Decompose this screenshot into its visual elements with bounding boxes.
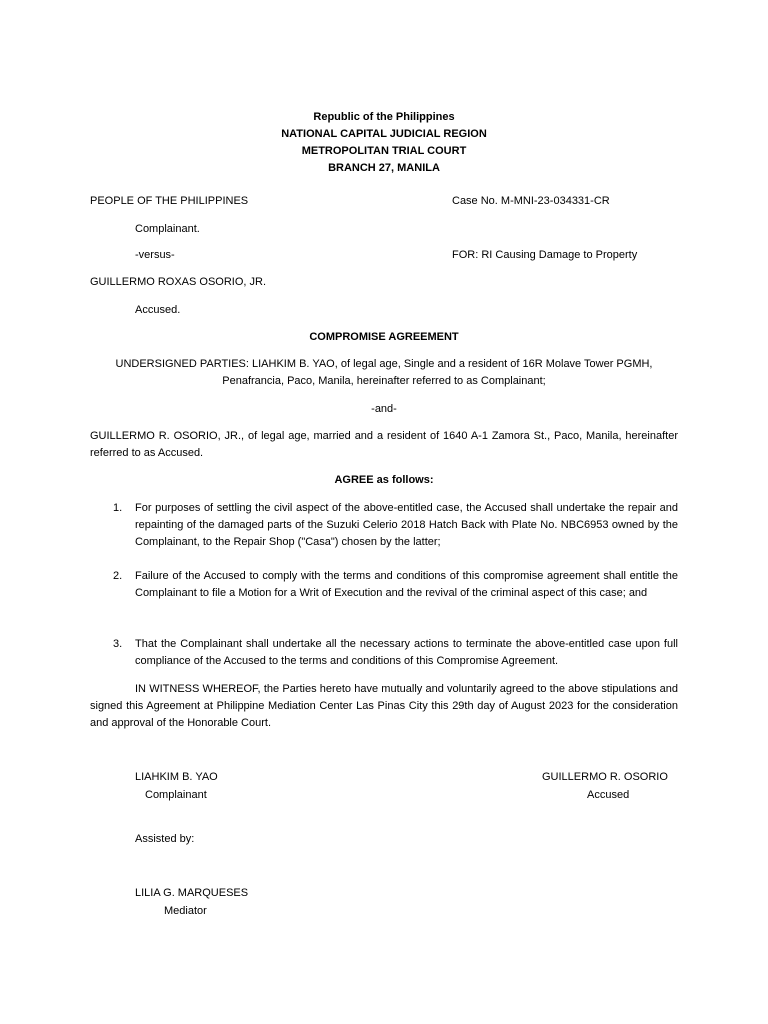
header-judicial-region: NATIONAL CAPITAL JUDICIAL REGION	[281, 128, 487, 140]
witness-paragraph: IN WITNESS WHEREOF, the Parties hereto have mutually and voluntarily agreed to the above stipulations and signed this Agreement at Philippine Mediation Center Las Pinas City this 29th day of August 2023 for the consideration and approval of the Honorable Court.	[90, 683, 678, 729]
term-text: That the Complainant shall undertake all the necessary actions to terminate the above-entitled case upon full compliance of the Accused to the terms and conditions of this Compromise Agreement.	[135, 638, 678, 667]
header-branch: BRANCH 27, MANILA	[328, 162, 440, 174]
mediator-signature-name: LILIA G. MARQUESES	[135, 887, 249, 899]
parties-first-line1: UNDERSIGNED PARTIES: LIAHKIM B. YAO, of legal age, Single and a resident of 16R Molave Tower PGMH,	[115, 358, 653, 370]
term-number: 1.	[113, 502, 123, 514]
parties-second: GUILLERMO R. OSORIO, JR., of legal age, married and a resident of 1640 A-1 Zamora St., Paco, Manila, hereinafter referred to as Accused.	[90, 430, 678, 459]
term-text: Failure of the Accused to comply with the terms and conditions of this compromise agreement shall entitle the Complainant to file a Motion for a Writ of Execution and the revival of the criminal aspect of this case; and	[135, 570, 678, 599]
caption-complainant-label: Complainant.	[135, 223, 200, 235]
header-republic: Republic of the Philippines	[313, 111, 455, 123]
caption-versus: -versus-	[135, 249, 175, 261]
complainant-signature-role: Complainant	[145, 789, 207, 801]
court-header	[0, 109, 768, 177]
caption-plaintiff: PEOPLE OF THE PHILIPPINES	[90, 195, 249, 207]
mediator-signature-role: Mediator	[164, 905, 207, 917]
caption-offense: FOR: RI Causing Damage to Property	[452, 249, 638, 261]
accused-signature-name: GUILLERMO R. OSORIO	[542, 771, 668, 783]
assisted-by-label: Assisted by:	[135, 833, 195, 845]
document-title: COMPROMISE AGREEMENT	[309, 331, 459, 343]
parties-and: -and-	[371, 403, 397, 415]
caption-accused-label: Accused.	[135, 304, 181, 316]
parties-first-line2: Penafrancia, Paco, Manila, hereinafter referred to as Complainant;	[222, 375, 546, 387]
term-number: 3.	[113, 638, 123, 650]
header-trial-court: METROPOLITAN TRIAL COURT	[301, 145, 467, 157]
term-number: 2.	[113, 570, 123, 582]
term-text: For purposes of settling the civil aspect of the above-entitled case, the Accused shall undertake the repair and repainting of the damaged parts of the Suzuki Celerio 2018 Hatch Back with Plate No. NBC6953 owned by the Complainant, to the Repair Shop ("Casa") chosen by the latter;	[135, 502, 678, 548]
complainant-signature-name: LIAHKIM B. YAO	[135, 771, 218, 783]
agree-heading: AGREE as follows:	[334, 474, 434, 486]
accused-signature-role: Accused	[587, 789, 630, 801]
caption-accused-name: GUILLERMO ROXAS OSORIO, JR.	[90, 276, 267, 288]
case-number: Case No. M-MNI-23-034331-CR	[452, 195, 610, 207]
